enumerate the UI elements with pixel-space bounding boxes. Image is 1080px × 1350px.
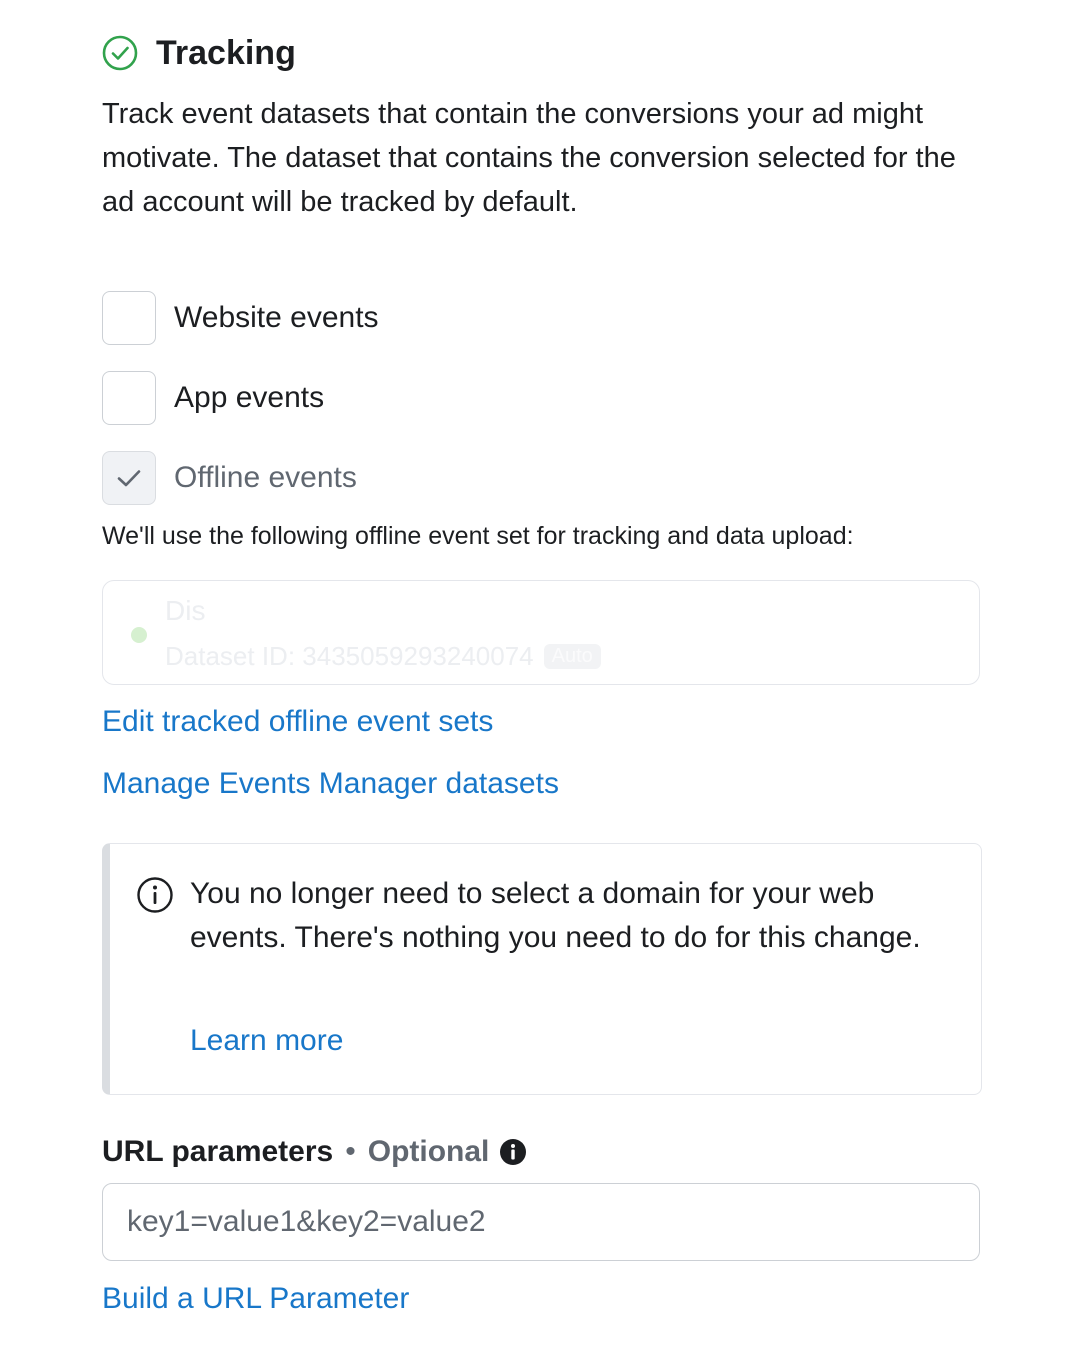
tracking-description: Track event datasets that contain the conversions your ad might motivate. The dataset that contains the conversion selected for the ad account will be tracked by default.: [102, 98, 956, 218]
build-url-parameter-link[interactable]: Build a URL Parameter: [102, 1282, 410, 1315]
url-parameters-label-row: [102, 1130, 527, 1174]
auto-badge: Auto: [544, 644, 601, 669]
separator-dot: •: [345, 1135, 356, 1168]
offline-helper-text: We'll use the following offline event set for tracking and data upload:: [102, 522, 854, 550]
app-events-option[interactable]: [102, 371, 324, 425]
dataset-id: Dataset ID: 3435059293240074: [165, 641, 534, 671]
learn-more-link[interactable]: Learn more: [190, 1024, 344, 1057]
offline-events-option: [102, 451, 357, 505]
manage-datasets-link[interactable]: Manage Events Manager datasets: [102, 767, 559, 800]
status-dot: [131, 627, 147, 643]
notice-message: You no longer need to select a domain for your web events. There's nothing you need to do for this change.: [190, 877, 921, 954]
dataset-name: Dis: [165, 595, 206, 626]
url-parameters-input[interactable]: [102, 1183, 980, 1261]
info-filled-icon[interactable]: [499, 1138, 527, 1166]
edit-offline-event-sets-link[interactable]: Edit tracked offline event sets: [102, 705, 494, 738]
offline-dataset-card: [102, 580, 980, 685]
check-circle-icon: [102, 35, 138, 71]
checkmark-icon: [114, 463, 144, 493]
info-icon: [136, 876, 174, 914]
app-events-checkbox[interactable]: [102, 371, 156, 425]
dataset-id-row: [165, 641, 601, 672]
offline-events-label: Offline events: [174, 461, 357, 494]
domain-notice: [102, 843, 982, 1095]
optional-label: Optional: [367, 1135, 490, 1168]
url-parameters-label: URL parameters: [102, 1135, 334, 1168]
offline-events-checkbox: [102, 451, 156, 505]
website-events-checkbox[interactable]: [102, 291, 156, 345]
tracking-header: [102, 30, 296, 76]
app-events-label[interactable]: App events: [174, 381, 325, 414]
website-events-label[interactable]: Website events: [174, 301, 379, 334]
website-events-option[interactable]: [102, 291, 379, 345]
section-title: Tracking: [156, 33, 296, 72]
